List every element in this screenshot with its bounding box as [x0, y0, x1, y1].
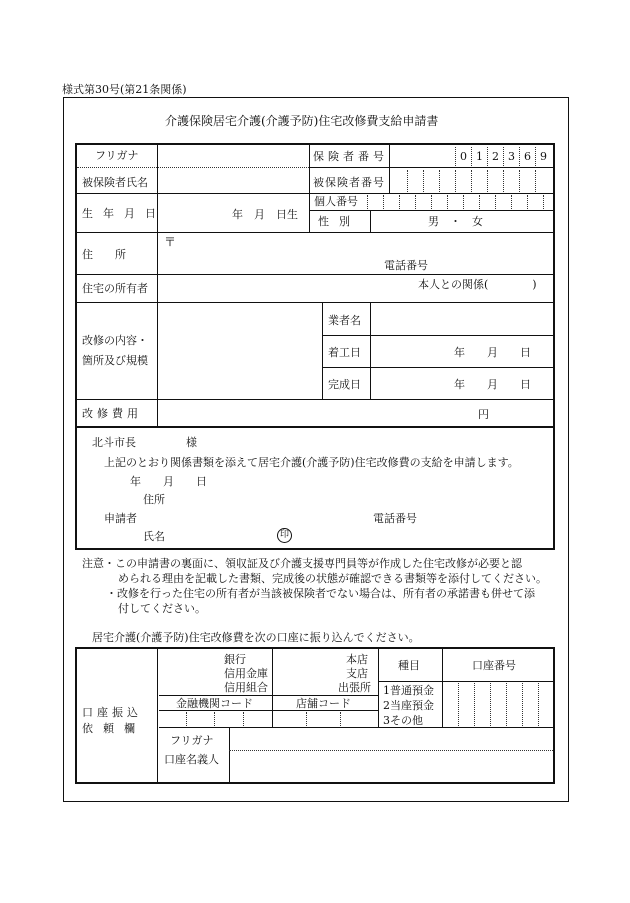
renovation-label: 改修の内容・	[82, 334, 148, 347]
gender-options: 男 ・ 女	[428, 215, 483, 228]
complete-date-label: 完成日	[328, 378, 361, 391]
request-phone-label: 電話番号	[373, 512, 417, 525]
insurer-digit: 0	[460, 150, 467, 163]
form-title: 介護保険居宅介護(介護予防)住宅改修費支給申請書	[165, 114, 439, 128]
inst-code-label: 金融機関コード	[176, 697, 253, 710]
insurer-digit: 2	[492, 150, 499, 163]
cost-label: 改修費用	[82, 407, 142, 420]
kind-option: 1普通預金	[383, 684, 434, 697]
start-date-format: 年 月 日	[454, 346, 531, 359]
insured-number-label: 被保険者番号	[313, 176, 385, 189]
insured-name-label: 被保険者氏名	[82, 176, 148, 189]
personal-number-label: 個人番号	[314, 195, 358, 208]
insurer-digit: 9	[540, 150, 547, 163]
note-1: 注意・この申請書の裏面に、領収証及び介護支援専門員等が作成した住宅改修が必要と認	[82, 557, 522, 570]
request-address-label: 住所	[143, 493, 165, 506]
birth-date-label: 生年月日	[82, 207, 166, 220]
request-name-label: 氏名	[143, 530, 165, 543]
gender-label: 性別	[318, 215, 360, 228]
start-date-label: 着工日	[328, 346, 361, 359]
complete-date-format: 年 月 日	[454, 378, 531, 391]
kind-option: 2当座預金	[383, 699, 434, 712]
kind-label: 種目	[398, 659, 420, 672]
applicant-label: 申請者	[104, 512, 137, 525]
branch-type-branch: 支店	[346, 667, 368, 680]
branch-code-label: 店舗コード	[296, 697, 351, 710]
relation-label: 本人との関係( )	[418, 278, 537, 291]
birth-date-format: 年 月 日生	[232, 208, 298, 221]
seal-mark: 印	[277, 528, 292, 543]
holder-furigana-label: フリガナ	[170, 734, 214, 747]
insurer-number-label: 保険者番号	[313, 150, 388, 163]
holder-label: 口座名義人	[164, 753, 219, 766]
account-number-label: 口座番号	[472, 659, 516, 672]
branch-type-main: 本店	[346, 653, 368, 666]
postal-mark: 〒	[164, 235, 177, 249]
insurer-digit: 1	[476, 150, 483, 163]
branch-type-sub: 出張所	[338, 681, 371, 694]
bank-intro: 居宅介護(介護予防)住宅改修費を次の口座に振り込んでください。	[92, 631, 420, 644]
address-label: 住 所	[82, 248, 126, 261]
inst-type-bank: 銀行	[224, 653, 246, 666]
note-2: ・改修を行った住宅の所有者が当該被保険者でない場合は、所有者の承諾書も併せて添	[106, 587, 535, 600]
owner-label: 住宅の所有者	[82, 282, 148, 295]
furigana-label: フリガナ	[95, 149, 139, 162]
honorific: 様	[186, 436, 197, 449]
contractor-label: 業者名	[328, 314, 361, 327]
note-1-cont: められる理由を記載した書類、完成後の状態が確認できる書類等を添付してください。	[118, 572, 547, 585]
inst-type-shinkin: 信用金庫	[224, 667, 268, 680]
phone-label: 電話番号	[384, 259, 428, 272]
kind-option: 3その他	[383, 714, 423, 727]
request-statement: 上記のとおり関係書類を添えて居宅介護(介護予防)住宅改修費の支給を申請します。	[104, 456, 519, 469]
insurer-digit: 6	[524, 150, 531, 163]
inst-type-kumiai: 信用組合	[224, 681, 268, 694]
request-date: 年 月 日	[130, 475, 207, 488]
renovation-label: 箇所及び規模	[82, 354, 148, 367]
insurer-digit: 3	[508, 150, 515, 163]
bank-section-label: 口座振込	[82, 706, 142, 719]
form-number: 様式第30号(第21条関係)	[62, 83, 187, 96]
yen-unit: 円	[478, 408, 489, 421]
bank-section-label: 依頼欄	[82, 722, 145, 735]
addressee: 北斗市長	[92, 436, 136, 449]
note-2-cont: 付してください。	[118, 602, 206, 615]
